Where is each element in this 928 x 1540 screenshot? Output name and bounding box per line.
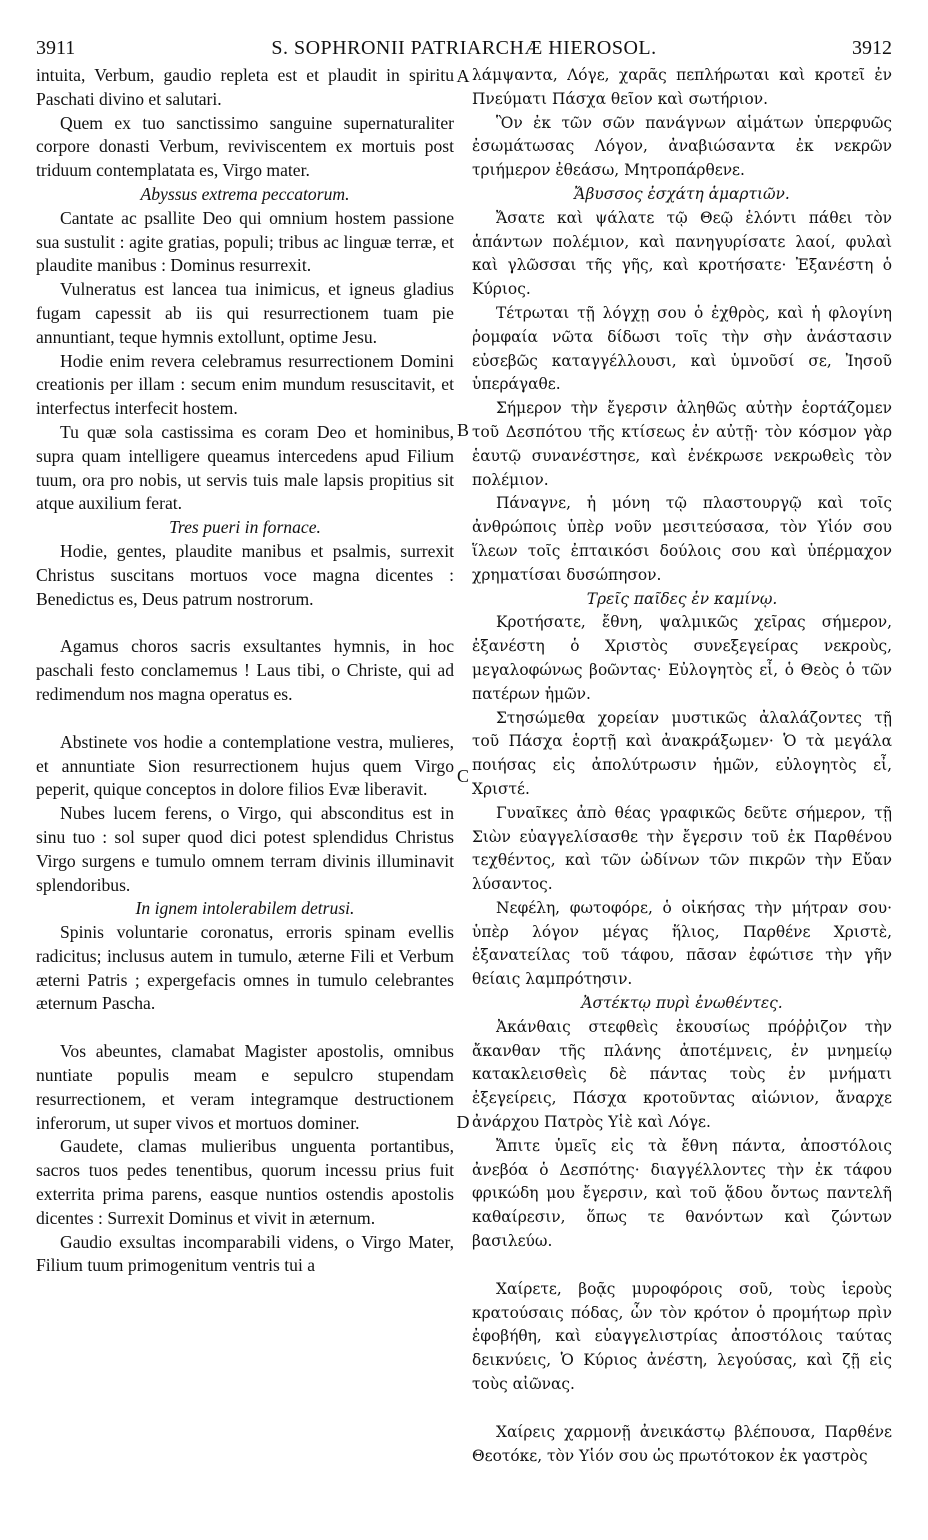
paragraph: Hodie enim revera celebramus resurrectionem Domini creationis per illam : secum enim mundum resuscitavit, et interfectus interfecit hostem. xyxy=(36,350,454,419)
paragraph: Κροτήσατε, ἔθνη, ψαλμικῶς χεῖρας σήμερον, ἐξανέστη ὁ Χριστὸς συνεξεγείρας νεκροὺς, μεγαλοφώνως βοῶντας· Εὐλογητὸς εἶ, ὁ Θεὸς ὁ τῶν πατέρων ἡμῶν. xyxy=(472,613,892,703)
paragraph: Ἄσατε καὶ ψάλατε τῷ Θεῷ ἑλόντι πάθει τὸν ἁπάντων πολέμιον, καὶ πανηγυρίσατε λαοί, φυλαὶ καὶ γλῶσσαι τῆς γῆς, καὶ κροτήσατε· Ἐξανέστη ὁ Κύριος. xyxy=(472,208,892,299)
paragraph: Σήμερον τὴν ἔγερσιν ἀληθῶς αὐτὴν ἑορτάζομεν τοῦ Δεσπότου τῆς κτίσεως ἐν αὐτῇ· τὸν κόσμον γὰρ ἑαυτῷ συνανέστησε, καὶ ἐνέκρωσε νεκρωθεὶς τὸν πολέμιον. xyxy=(472,399,892,489)
paragraph: Ἄπιτε ὑμεῖς εἰς τὰ ἔθνη πάντα, ἀποστόλοις ἀνεβόα ὁ Δεσπότης· διαγγέλλοντες τὴν ἐκ τάφου φρικώδη μου ἔγερσιν, καὶ τοῦ ᾅδου ὄντως παντελῆ καθαίρεσιν, ὅπως τε θανόντων καὶ ζώντων βασιλεύω. xyxy=(472,1136,892,1251)
paragraph: Abstinete vos hodie a contemplatione vestra, mulieres, et annuntiate Sion resurrectionem hujus quem Virgo peperit, quique conceptos in dolore filios Evæ liberavit. xyxy=(36,731,454,800)
paragraph: intuita, Verbum, gaudio repleta est et plaudit in spiritu Paschati divino et salutari. xyxy=(36,65,454,109)
paragraph: Νεφέλη, φωτοφόρε, ὁ οἰκήσας τὴν μήτραν σου· ὑπὲρ λόγον μέγας ἥλιος, Παρθένε Χριστὲ, ἐξανατείλας τοῦ τάφου, πᾶσαν ἐφώτισε τὴν γῆν θείαις λαμπρότησιν. xyxy=(472,898,892,989)
paragraph: Cantate ac psallite Deo qui omnium hostem passione sua sustulit : agite gratias, populi; tribus ac linguæ terræ, et plaudite manibus : Dominus resurrexit. xyxy=(36,207,454,276)
paragraph: Ὃν ἐκ τῶν σῶν πανάγνων αἱμάτων ὑπερφυῶς ἐσωμάτωσας Λόγον, ἀναβιώσαντα ἐκ νεκρῶν τριήμερον ἐθεάσω, Μητροπάρθενε. xyxy=(472,113,892,180)
paragraph: Πάναγνε, ἡ μόνη τῷ πλαστουργῷ καὶ τοῖς ἀνθρώποις ὑπὲρ νοῦν μεσιτεύσασα, τὸν Υἱόν σου ἵλεων τοῖς ἐπταικόσι δούλοις σου καὶ ὑπέρμαχον χρηματίσαι δυσώπησον. xyxy=(472,494,892,584)
latin-column xyxy=(36,64,454,1540)
spacer xyxy=(36,1016,454,1040)
paragraph: Γυναῖκες ἀπὸ θέας γραφικῶς δεῦτε σήμερον, τῇ Σιὼν εὐαγγελίσασθε τὴν ἔγερσιν τοῦ ἐκ Παρθένου τεχθέντος, καὶ τῶν ὠδίνων τῶν πικρῶν τὴν Εὔαν λύσαντος. xyxy=(472,803,892,894)
paragraph: Nubes lucem ferens, o Virgo, qui absconditus est in sinu tuo : sol super quod dici potest splendidus Christus Virgo surgens e tumulo omnem terram divinis illuminavit splendoribus. xyxy=(36,803,454,895)
spacer xyxy=(36,707,454,731)
running-title: S. SOPHRONII PATRIARCHÆ HIEROSOL. xyxy=(271,37,657,59)
paragraph: Vos abeuntes, clamabat Magister apostolis, omnibus nuntiate populis meam e sepulcro stupendam resurrectionem, et veram integramque destructionem inferorum, ut super vivos et mortuos dominer. xyxy=(36,1041,454,1133)
paragraph: Quem ex tuo sanctissimo sanguine supernaturaliter corpore donasti Verbum, reviviscentem ex mortuis post triduum contemplatata es, Virgo mater. xyxy=(36,112,454,181)
paragraph: Spinis voluntarie coronatus, erroris spinam evellis radicitus; inclusus autem in tumulo, æterne Fili et Verbum æterni Patris ; expergefacis omnes in tumulo celebrantes æternum Pascha. xyxy=(36,922,454,1014)
section-heading: Tres pueri in fornace. xyxy=(169,517,321,538)
paragraph: Στησώμεθα χορείαν μυστικῶς ἀλαλάζοντες τῇ τοῦ Πάσχα ἑορτῇ καὶ ἀνακράξωμεν· Ὁ τὰ μεγάλα ποιήσας εἰς ἀπολύτρωσιν ἡμῶν, εὐλογητὸς εἶ, Χριστέ. xyxy=(472,708,892,798)
paragraph: Ἀκάνθαις στεφθεὶς ἑκουσίως πρόῤῥιζον τὴν ἄκανθαν τῆς πλάνης ἀποτέμνεις, ἐν μνημείῳ κατακλεισθεὶς δὲ πάντας τοὺς ἐν μνήματι ἐξεγείρεις, Πάσχα κροτοῦντας αἰώνιον, ἄναρχε ἀνάρχου Πατρὸς Υἱὲ καὶ Λόγε. xyxy=(472,1017,892,1132)
paragraph: Gaudio exsultas incomparabili videns, o Virgo Mater, Filium tuum primogenitum ventris tui a xyxy=(36,1231,454,1276)
paragraph: Vulneratus est lancea tua inimicus, et igneus gladius fugam capessit ab iis qui resurrectionem tuam pie annuntiant, teque hymnis extollunt, optime Jesu. xyxy=(36,279,454,347)
section-heading: Τρεῖς παῖδες ἐν καμίνῳ. xyxy=(586,589,778,608)
section-marker-c: C xyxy=(456,766,469,786)
paragraph: Χαίρετε, βοᾷς μυροφόροις σοῦ, τοὺς ἱεροὺς κρατούσαις πόδας, ὧν τὸν κρότον ὁ προμήτωρ πρὶν ἐφοβήθη, καὶ εὐαγγελιστρίας ἀποστόλοις ταύτας δεικνύεις, Ὁ Κύριος ἀνέστη, λεγούσας, καὶ ζῇ εἰς τοὺς αἰῶνας. xyxy=(472,1279,892,1394)
section-heading: Ἄβυσσος ἐσχάτη ἁμαρτιῶν. xyxy=(574,184,790,203)
section-heading: In ignem intolerabilem detrusi. xyxy=(135,898,355,919)
section-marker-a: A xyxy=(456,66,470,86)
section-heading: Abyssus extrema peccatorum. xyxy=(140,183,350,204)
section-marker-b: B xyxy=(456,420,469,440)
section-heading: Ἀστέκτῳ πυρὶ ἐνωθέντες. xyxy=(581,994,783,1013)
paragraph: Τέτρωται τῇ λόγχῃ σου ὁ ἐχθρὸς, καὶ ἡ φλογίνη ῥομφαία νῶτα δίδωσι τοῖς τὴν σὴν ἀνάστασιν εὐσεβῶς καταγγέλλουσι, καὶ ὑμνοῦσί σε, Ἰησοῦ ὑπεράγαθε. xyxy=(472,303,892,394)
spacer xyxy=(472,1254,892,1278)
spacer xyxy=(36,611,454,635)
paragraph: Tu quæ sola castissima es coram Deo et hominibus, supra quam intelligere queamus intercedens apud Filium tuum, ora pro nobis, ut servis tuis male lapsis propitius sit atque auxilium ferat. xyxy=(36,421,454,514)
paragraph: Gaudete, clamas mulieribus unguenta portantibus, sacros tuos pedes tenentibus, quorum incessu prius fuit exterrita prima parens, easque nuntios ostendis apostolis dicentes : Surrexit Dominus et vivit in æternum. xyxy=(36,1136,454,1228)
right-page-number: 3912 xyxy=(852,37,892,59)
section-marker-d: D xyxy=(456,1112,470,1132)
paragraph: Agamus choros sacris exsultantes hymnis, in hoc paschali festo conclamemus ! Laus tibi, o Christe, qui ad redimendum nos magna operatus es. xyxy=(36,636,454,704)
greek-column xyxy=(472,64,892,1540)
running-header xyxy=(36,34,892,62)
paragraph: λάμψαντα, Λόγε, χαρᾶς πεπλήρωται καὶ κροτεῖ ἐν Πνεύματι Πάσχα θεῖον καὶ σωτήριον. xyxy=(472,66,892,108)
spacer xyxy=(472,1397,892,1421)
left-page-number: 3911 xyxy=(36,37,76,59)
paragraph: Hodie, gentes, plaudite manibus et psalmis, surrexit Christus suscitans mortuos voce magna dicentes : Benedictus es, Deus patrum nostrorum. xyxy=(36,540,454,609)
paragraph: Χαίρεις χαρμονῇ ἀνεικάστῳ βλέπουσα, Παρθένε Θεοτόκε, τὸν Υἱόν σου ὡς πρωτότοκον ἐκ γαστρὸς xyxy=(472,1422,892,1465)
